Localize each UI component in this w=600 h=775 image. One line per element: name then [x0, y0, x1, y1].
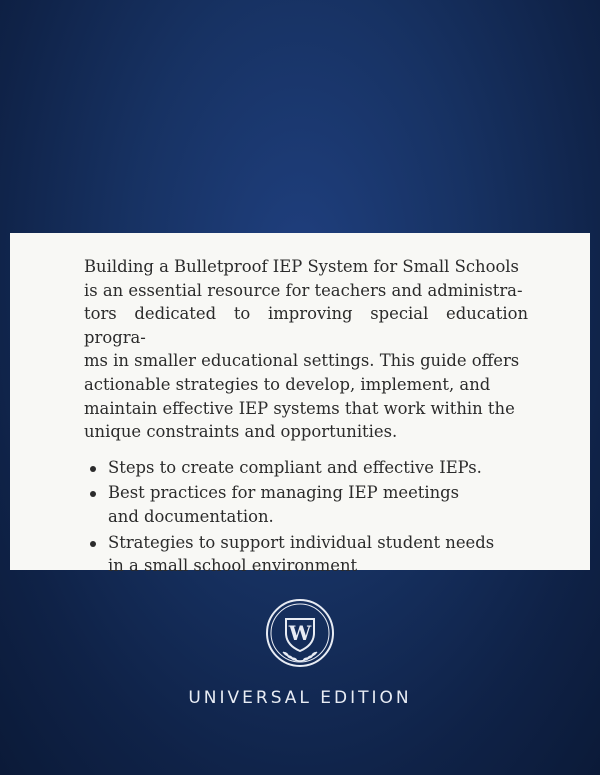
emblem-letter: W: [288, 621, 312, 645]
feature-text: and documentation.: [108, 506, 274, 526]
description-line: unique constraints and opportunities.: [84, 422, 398, 442]
feature-text: in a small school environment: [108, 556, 358, 576]
edition-label: UNIVERSAL EDITION: [188, 688, 412, 708]
bullet-icon: [90, 491, 96, 497]
feature-text: Strategies to support individual student needs: [108, 532, 495, 552]
feature-item: [84, 481, 528, 528]
laurel-wreath-crest-icon: [255, 597, 345, 677]
description-line: tors dedicated to improving special education progra-: [84, 304, 528, 347]
description-panel: [10, 233, 590, 576]
bullet-icon: [90, 466, 96, 472]
description-line: is an essential resource for teachers and administra-: [84, 280, 523, 300]
description-text: [84, 255, 528, 444]
description-line: actionable strategies to develop, implement, and: [84, 374, 491, 394]
description-line: Building a Bulletproof IEP System for Small Schools: [84, 257, 519, 276]
feature-item: [84, 456, 528, 480]
feature-text: Best practices for managing IEP meetings: [108, 483, 460, 503]
feature-list: [84, 456, 528, 578]
feature-item: [84, 531, 528, 578]
bullet-icon: [90, 541, 96, 547]
feature-text: Steps to create compliant and effective IEPs.: [108, 457, 482, 477]
description-line: ms in smaller educational settings. This guide offers: [84, 351, 520, 371]
description-line: maintain effective IEP systems that work within the: [84, 398, 515, 418]
